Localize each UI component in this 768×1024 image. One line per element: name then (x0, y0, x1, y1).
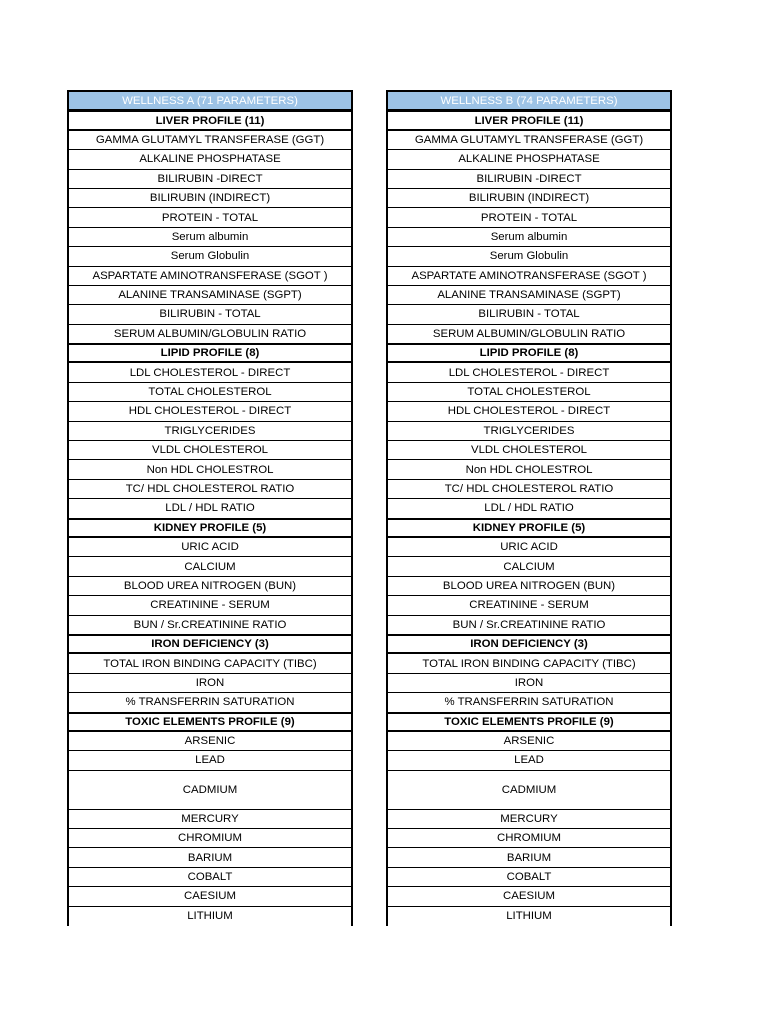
parameter-row: IRON (388, 674, 670, 693)
parameter-row: CAESIUM (388, 887, 670, 906)
parameter-row: TOTAL CHOLESTEROL (388, 383, 670, 402)
parameter-row: ASPARTATE AMINOTRANSFERASE (SGOT ) (69, 267, 351, 286)
parameter-row: BILIRUBIN - TOTAL (388, 305, 670, 324)
parameter-row: CALCIUM (388, 557, 670, 576)
section-header: IRON DEFICIENCY (3) (388, 635, 670, 654)
parameter-row: LITHIUM (187, 910, 233, 923)
parameter-row: URIC ACID (69, 538, 351, 557)
parameter-row: ARSENIC (388, 732, 670, 751)
parameter-row: BLOOD UREA NITROGEN (BUN) (388, 577, 670, 596)
parameter-row: GAMMA GLUTAMYL TRANSFERASE (GGT) (388, 131, 670, 150)
parameter-row: BILIRUBIN (INDIRECT) (69, 189, 351, 208)
section-header: LIVER PROFILE (11) (388, 111, 670, 130)
parameter-row: TOTAL IRON BINDING CAPACITY (TIBC) (69, 654, 351, 673)
wellness-b-table (386, 90, 672, 926)
parameter-row: PROTEIN - TOTAL (388, 208, 670, 227)
wellness-a-title: WELLNESS A (71 PARAMETERS) (69, 92, 351, 111)
parameter-row: Non HDL CHOLESTROL (69, 460, 351, 479)
parameter-row: ARSENIC (69, 732, 351, 751)
section-header: TOXIC ELEMENTS PROFILE (9) (69, 713, 351, 732)
parameter-row: LITHIUM (506, 910, 552, 923)
parameter-row: CALCIUM (69, 557, 351, 576)
parameter-row: SERUM ALBUMIN/GLOBULIN RATIO (69, 325, 351, 344)
parameter-row: VLDL CHOLESTEROL (388, 441, 670, 460)
parameter-row: ALANINE TRANSAMINASE (SGPT) (69, 286, 351, 305)
parameter-row: BILIRUBIN -DIRECT (388, 170, 670, 189)
parameter-row: LEAD (69, 751, 351, 770)
parameter-row: COBALT (69, 868, 351, 887)
parameter-row: CADMIUM (388, 771, 670, 810)
parameter-row: Serum Globulin (69, 247, 351, 266)
parameter-row: ASPARTATE AMINOTRANSFERASE (SGOT ) (388, 267, 670, 286)
wellness-b-rows (388, 111, 670, 926)
parameter-row: Serum albumin (69, 228, 351, 247)
wellness-a-table (67, 90, 353, 926)
parameter-row: TRIGLYCERIDES (388, 422, 670, 441)
parameter-row: IRON (69, 674, 351, 693)
parameter-row: Serum albumin (388, 228, 670, 247)
parameter-row: CREATININE - SERUM (69, 596, 351, 615)
parameter-row: BLOOD UREA NITROGEN (BUN) (69, 577, 351, 596)
parameter-row: PROTEIN - TOTAL (69, 208, 351, 227)
parameter-row: Non HDL CHOLESTROL (388, 460, 670, 479)
parameter-row: LDL / HDL RATIO (388, 499, 670, 518)
parameter-row: LDL CHOLESTEROL - DIRECT (388, 363, 670, 382)
parameter-row: % TRANSFERRIN SATURATION (69, 693, 351, 712)
section-header: KIDNEY PROFILE (5) (388, 519, 670, 538)
parameter-row: LDL CHOLESTEROL - DIRECT (69, 363, 351, 382)
parameter-row: BARIUM (388, 848, 670, 867)
parameter-row: % TRANSFERRIN SATURATION (388, 693, 670, 712)
parameter-row: TC/ HDL CHOLESTEROL RATIO (388, 480, 670, 499)
parameter-row: MERCURY (388, 810, 670, 829)
parameter-row: TC/ HDL CHOLESTEROL RATIO (69, 480, 351, 499)
section-header: TOXIC ELEMENTS PROFILE (9) (388, 713, 670, 732)
parameter-row: Serum Globulin (388, 247, 670, 266)
parameter-row: BARIUM (69, 848, 351, 867)
parameter-row: ALKALINE PHOSPHATASE (388, 150, 670, 169)
parameter-row: BILIRUBIN -DIRECT (69, 170, 351, 189)
section-header: IRON DEFICIENCY (3) (69, 635, 351, 654)
parameter-row: MERCURY (69, 810, 351, 829)
parameter-row: TRIGLYCERIDES (69, 422, 351, 441)
parameter-row: VLDL CHOLESTEROL (69, 441, 351, 460)
section-header: LIPID PROFILE (8) (388, 344, 670, 363)
parameter-row: URIC ACID (388, 538, 670, 557)
parameter-row: ALKALINE PHOSPHATASE (69, 150, 351, 169)
parameter-row: SERUM ALBUMIN/GLOBULIN RATIO (388, 325, 670, 344)
parameter-row: TOTAL CHOLESTEROL (69, 383, 351, 402)
wellness-b-title: WELLNESS B (74 PARAMETERS) (388, 92, 670, 111)
section-header: LIPID PROFILE (8) (69, 344, 351, 363)
parameter-row: GAMMA GLUTAMYL TRANSFERASE (GGT) (69, 131, 351, 150)
parameter-row: BILIRUBIN (INDIRECT) (388, 189, 670, 208)
parameter-row: BUN / Sr.CREATININE RATIO (388, 616, 670, 635)
parameter-row: ALANINE TRANSAMINASE (SGPT) (388, 286, 670, 305)
parameter-row: CHROMIUM (388, 829, 670, 848)
parameter-row: CHROMIUM (69, 829, 351, 848)
parameter-row: LDL / HDL RATIO (69, 499, 351, 518)
parameter-row: CAESIUM (69, 887, 351, 906)
parameter-row: CREATININE - SERUM (388, 596, 670, 615)
parameter-row: BUN / Sr.CREATININE RATIO (69, 616, 351, 635)
parameter-row: HDL CHOLESTEROL - DIRECT (69, 402, 351, 421)
wellness-a-rows (69, 111, 351, 926)
parameter-row: LEAD (388, 751, 670, 770)
parameter-row: TOTAL IRON BINDING CAPACITY (TIBC) (388, 654, 670, 673)
section-header: KIDNEY PROFILE (5) (69, 519, 351, 538)
parameter-row: BILIRUBIN - TOTAL (69, 305, 351, 324)
parameter-row: COBALT (388, 868, 670, 887)
section-header: LIVER PROFILE (11) (69, 111, 351, 130)
parameter-row: CADMIUM (69, 771, 351, 810)
parameter-row: HDL CHOLESTEROL - DIRECT (388, 402, 670, 421)
